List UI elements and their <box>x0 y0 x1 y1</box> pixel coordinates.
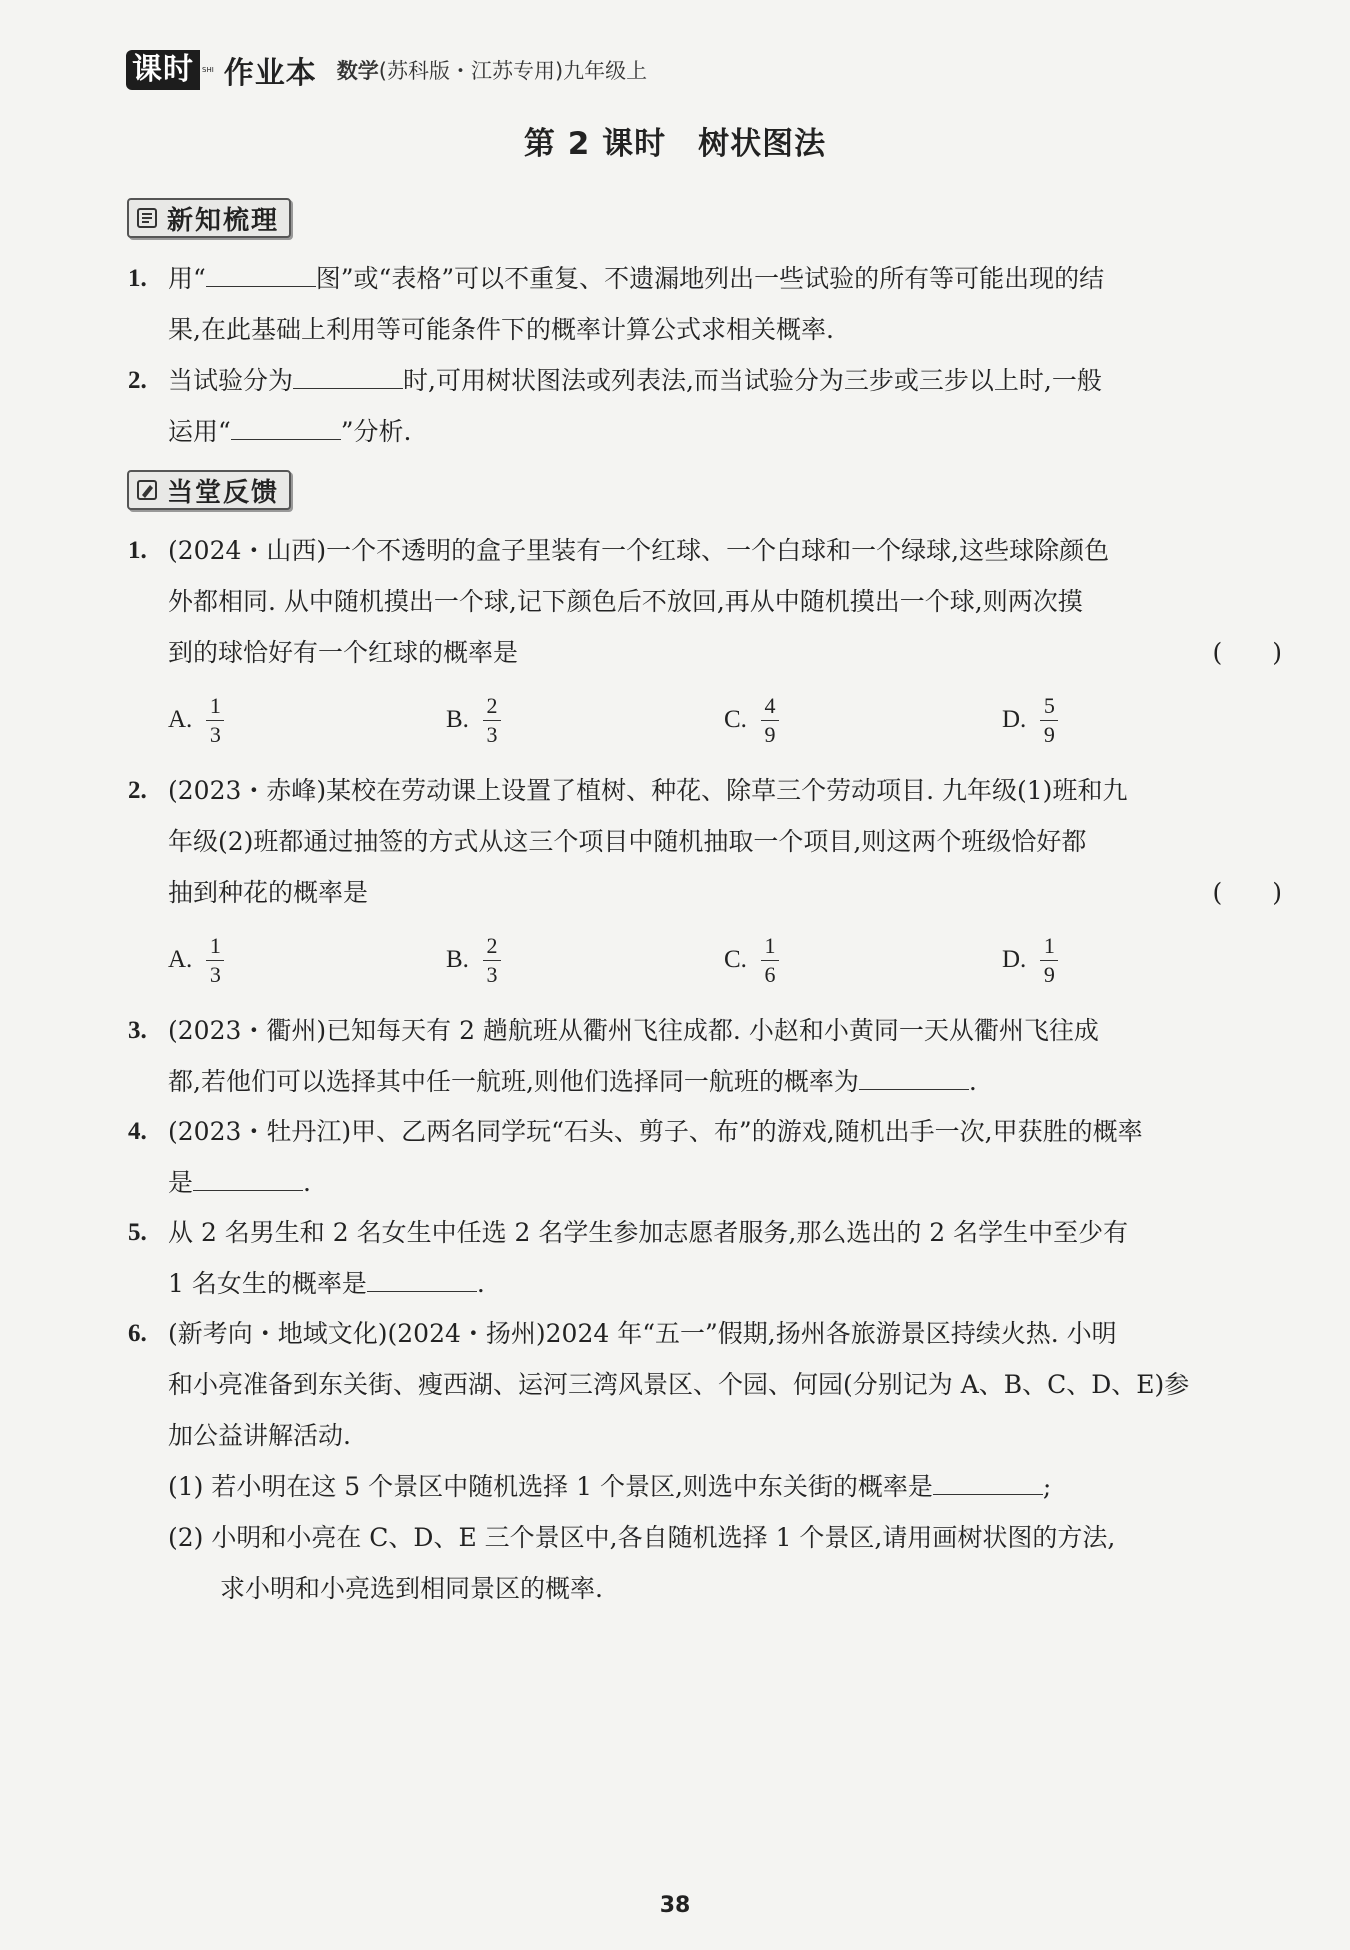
option-c[interactable]: C. $\frac{4}{9}$ <box>724 688 779 752</box>
section-badge-feedback <box>127 470 291 510</box>
logo-text: 课时 <box>126 50 200 90</box>
answer-blank[interactable] <box>231 419 341 440</box>
option-b[interactable]: B. $\frac{2}{3}$ <box>446 928 501 992</box>
sub-question-2: (2) 小明和小亮在 C、D、E 三个景区中,各自随机选择 1 个景区,请用画树状图的方法, 求小明和小亮选到相同景区的概率. <box>168 1523 1116 1603</box>
logo-side-text: SHI <box>202 65 214 74</box>
book-header <box>126 48 647 92</box>
section-badge-new-knowledge <box>127 198 291 238</box>
section-title: 当堂反馈 <box>167 477 280 508</box>
option-c[interactable]: C. $\frac{1}{6}$ <box>724 928 779 992</box>
option-b[interactable]: B. $\frac{2}{3}$ <box>446 688 501 752</box>
book-name: 作业本 <box>223 56 317 91</box>
section-title: 新知梳理 <box>167 205 280 236</box>
subject-line: 数学(苏科版・江苏专用)九年级上 <box>336 59 648 83</box>
answer-blank[interactable] <box>859 1069 969 1090</box>
answer-paren[interactable]: ( ) <box>1212 878 1282 907</box>
option-d[interactable]: D. $\frac{5}{9}$ <box>1002 688 1058 752</box>
feedback-question-5: 5. 从 2 名男生和 2 名女生中任选 2 名学生参加志愿者服务,那么选出的 2 名学生中至少有 1 名女生的概率是 . <box>128 1218 1129 1298</box>
feedback-question-1: 1. (2024・山西)一个不透明的盒子里装有一个红球、一个白球和一个绿球,这些球除颜色 外都相同. 从中随机摸出一个球,记下颜色后不放回,再从中随机摸出一个球,则两次摸 到的球恰好有一个红球的概率是 ( ) <box>128 525 1288 678</box>
brand-logo <box>126 50 214 90</box>
lesson-title: 第 2 课时 树状图法 <box>523 126 827 162</box>
page-number: 38 <box>659 1893 691 1918</box>
option-d[interactable]: D. $\frac{1}{9}$ <box>1002 928 1058 992</box>
knowledge-question-1: 1. 用“ 图”或“表格”可以不重复、不遗漏地列出一些试验的所有等可能出现的结 果,在此基础上利用等可能条件下的概率计算公式求相关概率. <box>128 264 1105 344</box>
feedback-question-4: 4. (2023・牡丹江)甲、乙两名同学玩“石头、剪子、布”的游戏,随机出手一次,甲获胜的概率 是 . <box>128 1117 1143 1197</box>
pencil-icon <box>135 478 159 502</box>
option-a[interactable]: A. $\frac{1}{3}$ <box>168 688 224 752</box>
answer-paren[interactable]: ( ) <box>1212 638 1282 667</box>
book-icon <box>135 206 159 230</box>
answer-blank[interactable] <box>293 368 403 389</box>
knowledge-question-2: 2. 当试验分为 时,可用树状图法或列表法,而当试验分为三步或三步以上时,一般 运用“ ”分析. <box>128 366 1102 446</box>
answer-blank[interactable] <box>367 1271 477 1292</box>
feedback-question-3: 3. (2023・衢州)已知每天有 2 趟航班从衢州飞往成都. 小赵和小黄同一天从衢州飞往成 都,若他们可以选择其中任一航班,则他们选择同一航班的概率为 . <box>128 1016 1099 1096</box>
options-question-1 <box>168 688 1268 752</box>
answer-blank[interactable] <box>206 266 316 287</box>
feedback-question-2: 2. (2023・赤峰)某校在劳动课上设置了植树、种花、除草三个劳动项目. 九年级(1)班和九 年级(2)班都通过抽签的方式从这三个项目中随机抽取一个项目,则这两个班级恰好都 抽到种花的概率是 ( ) <box>128 765 1288 918</box>
option-a[interactable]: A. $\frac{1}{3}$ <box>168 928 224 992</box>
answer-blank[interactable] <box>933 1474 1043 1495</box>
sub-question-1: (1) 若小明在这 5 个景区中随机选择 1 个景区,则选中东关街的概率是 ; <box>168 1472 1052 1501</box>
answer-blank[interactable] <box>193 1170 303 1191</box>
feedback-question-6: 6. (新考向・地域文化)(2024・扬州)2024 年“五一”假期,扬州各旅游景区持续火热. 小明 和小亮准备到东关街、瘦西湖、运河三湾风景区、个园、何园(分别记为 A、B、C、D、E)参 加公益讲解活动. <box>128 1319 1190 1450</box>
options-question-2 <box>168 928 1268 992</box>
